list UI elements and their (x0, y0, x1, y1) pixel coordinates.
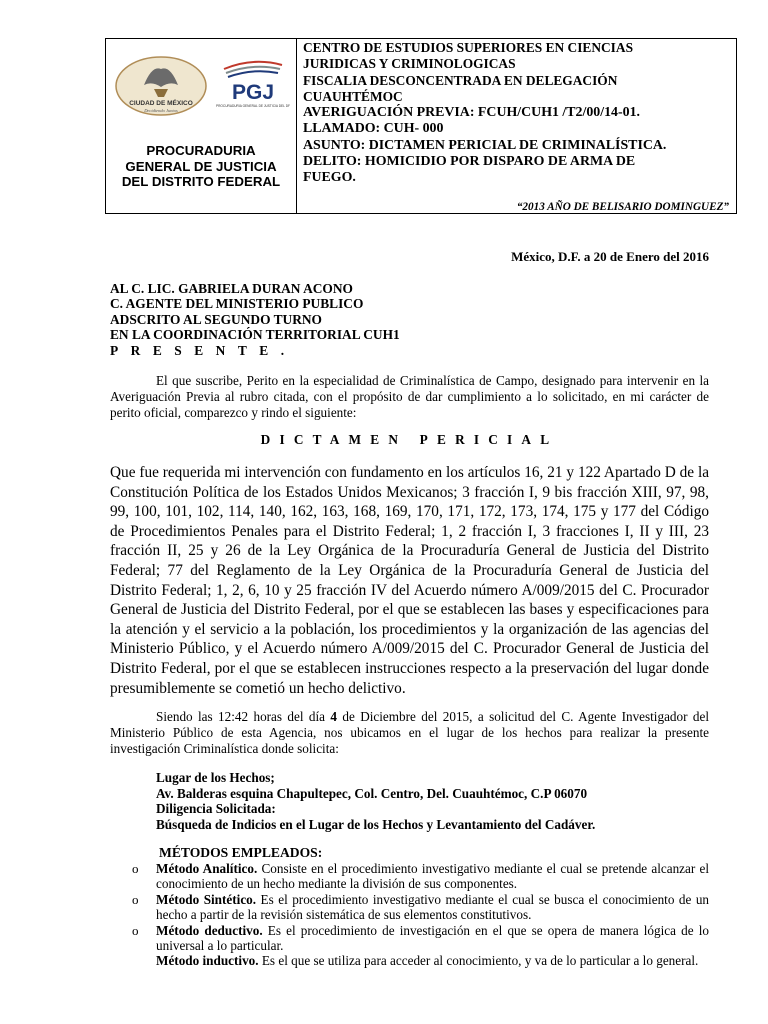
header-motto: “2013 AÑO DE BELISARIO DOMINGUEZ” (516, 201, 729, 213)
document-date: México, D.F. a 20 de Enero del 2016 (511, 249, 709, 264)
facts-day: 4 (330, 709, 338, 724)
addressee-line: AL C. LIC. GABRIELA DURAN ACONO (110, 281, 353, 296)
legal-basis-paragraph: Que fue requerida mi intervención con fundamento en los artículos 16, 21 y 122 Apartado D de la Constitución Política de los Estados Unidos Mexicanos; 3 fracción I, 9 bis fracción XIII, 97, 98, 99, 100, 101, 102, 114, 140, 162, 163, 168, 169, 170, 171, 172, 173, 174, 175 y 177 del Código de Procedimientos Penales para el Distrito Federal; 1, 2 fracción I, 3 fracciones I, II y III, 23 fracción II, 25 y 26 de la Ley Orgánica de la Procuraduría General de Justicia del Distrito Federal; 77 del Reglamento de la Ley Orgánica de la Procuraduría General de Justicia del Distrito Federal; 1, 2, 6, 10 y 25 fracción IV del Acuerdo número A/009/2015 del C. Procurador General de Justicia del Distrito Federal, por el que se establecen las bases y especificaciones para la atención y el servicio a la población, los procedimientos y la organización de las agencias del Ministerio Público, y el Acuerdo número A/009/2015 del C. Procurador General de Justicia del Distrito Federal, por el que se establecen instrucciones respecto a la preservación del lugar donde presumiblemente se cometió un hecho delictivo. (110, 464, 709, 697)
organization-name (106, 143, 296, 190)
method-item (110, 953, 709, 968)
facts-paragraph (110, 709, 709, 757)
addressee-line: ADSCRITO AL SEGUNDO TURNO (110, 311, 322, 327)
facts-text: de Diciembre del 2015, a solicitud del C. Agente Investigador del Ministerio Público de esta Agencia, nos ubicamos en el lugar de los hechos para realizar la presente investigación Criminalística donde solicita: (110, 709, 709, 756)
bullet-icon: o (132, 922, 139, 938)
location-line: Diligencia Solicitada: (156, 801, 276, 817)
pgj-logo-text: PGJ (231, 81, 275, 104)
letterhead-info-cell (297, 39, 736, 213)
method-name: Método Analítico. (156, 861, 258, 876)
methods-list (110, 861, 709, 969)
header-case-number: AVERIGUACIÓN PREVIA: FCUH/CUH1 /T2/00/14-01. (303, 105, 640, 121)
addressee-line: EN LA COORDINACIÓN TERRITORIAL CUH1 (110, 327, 400, 343)
addressee-line: C. AGENTE DEL MINISTERIO PUBLICO (110, 296, 364, 312)
location-line: Av. Balderas esquina Chapultepec, Col. Centro, Del. Cuauhtémoc, C.P 06070 (156, 785, 588, 801)
cdmx-logo (114, 55, 209, 117)
header-call-number: LLAMADO: CUH- 000 (303, 121, 444, 137)
header-crime: FUEGO. (303, 170, 356, 186)
header-line: FISCALIA DESCONCENTRADA EN DELEGACIÓN (303, 72, 618, 88)
method-description: Es el que se utiliza para acceder al conocimiento, y va de lo particular a lo general. (258, 953, 699, 969)
location-line: Búsqueda de Indicios en el Lugar de los Hechos y Levantamiento del Cadáver. (156, 816, 596, 832)
location-block (156, 770, 595, 832)
header-line: CUAUHTÉMOC (303, 88, 403, 104)
method-name: Método inductivo. (156, 953, 259, 969)
method-name: Método deductivo. (156, 922, 263, 938)
cdmx-logo-subtext: Decidiendo Juntos (144, 108, 178, 113)
organization-name-line: GENERAL DE JUSTICIA (125, 158, 277, 174)
organization-name-line: PROCURADURIA (146, 143, 256, 158)
organization-name-line: DEL DISTRITO FEDERAL (121, 174, 281, 190)
bullet-icon: o (132, 861, 139, 876)
header-line: CENTRO DE ESTUDIOS SUPERIORES EN CIENCIAS (303, 40, 634, 55)
header-crime: DELITO: HOMICIDIO POR DISPARO DE ARMA DE (303, 154, 636, 170)
dictamen-title: DICTAMEN PERICIAL (260, 432, 559, 447)
method-item (110, 892, 709, 923)
addressee-block (110, 281, 400, 358)
method-item (110, 861, 709, 892)
method-name: Método Sintético. (156, 891, 257, 907)
method-item (110, 923, 709, 954)
intro-paragraph: El que suscribe, Perito en la especialidad de Criminalística de Campo, designado para intervenir en la Averiguación Previa al rubro citada, con el propósito de dar cumplimiento a lo solicitado, en mi carácter de perito oficial, comparezco y rindo el siguiente: (110, 373, 709, 420)
method-description: Consiste en el procedimiento investigativo mediante el cual se pretende alcanzar el conocimiento de un hecho mediante la división de sus componentes. (156, 861, 709, 892)
pgj-logo (216, 55, 290, 117)
header-subject: ASUNTO: DICTAMEN PERICIAL DE CRIMINALÍSTICA. (303, 137, 667, 153)
pgj-logo-subtext: PROCURADURIA GENERAL DE JUSTICIA DEL DF (216, 104, 290, 108)
letterhead-logos-cell (106, 39, 297, 213)
cdmx-logo-text: CIUDAD DE MÉXICO (129, 100, 193, 107)
presente-line: PRESENTE. (110, 342, 297, 358)
bullet-icon: o (132, 891, 139, 907)
method-description: Es el procedimiento investigativo mediante el cual se busca el conocimiento de un hecho a partir de la revisión sistemática de sus elementos constitutivos. (156, 891, 710, 923)
location-line: Lugar de los Hechos; (156, 770, 275, 785)
methods-title: MÉTODOS EMPLEADOS: (159, 845, 323, 860)
letterhead-box (105, 38, 737, 214)
header-line: JURIDICAS Y CRIMINOLOGICAS (303, 56, 516, 72)
method-description: Es el procedimiento de investigación en el que se opera de manera lógica de lo universal a lo particular. (156, 922, 709, 954)
facts-text: Siendo las 12:42 horas del día (156, 709, 331, 724)
